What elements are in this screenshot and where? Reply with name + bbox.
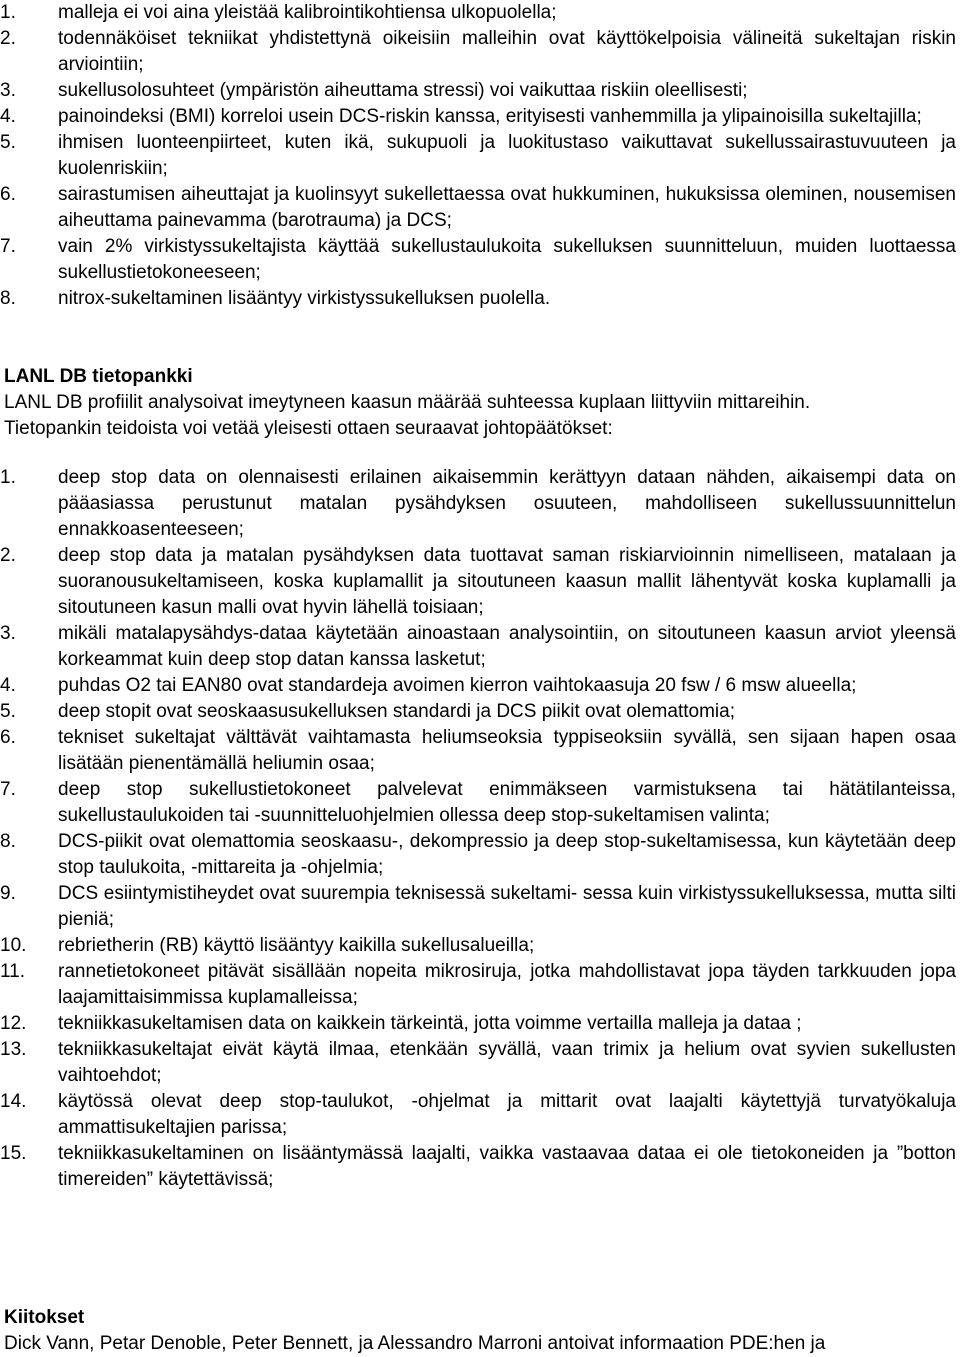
item-number: 1. [0,467,16,488]
list-item [0,1037,958,1089]
item-number: 3. [0,80,16,101]
item-text: malleja ei voi aina yleistää kalibrointikohtiensa ulkopuolella; [58,2,557,23]
list-item [0,182,958,234]
item-number: 8. [0,288,16,309]
item-number: 5. [0,132,16,153]
item-text: käytössä olevat deep stop-taulukot, -ohjelmat ja mittarit ovat laajalti käytettyjä turvatyökaluja ammattisukeltajien parissa; [58,1091,956,1138]
item-text: deep stop sukellustietokoneet palvelevat enimmäkseen varmistuksena tai hätätilanteissa, sukellustaulukoiden tai -suunnitteluohjelmien ollessa deep stop-sukeltamisen valinta; [58,779,956,826]
item-text: tekniikkasukeltajat eivät käytä ilmaa, etenkään syvällä, vaan trimix ja helium ovat syvien sukellusten vaihtoehdot; [58,1039,956,1086]
list-item [0,26,958,78]
list-item [0,829,958,881]
item-number: 1. [0,2,16,23]
item-text: vain 2% virkistyssukeltajista käyttää sukellustaulukoita sukelluksen suunnitteluun, muiden luottaessa sukellustietokoneeseen; [58,236,956,283]
item-text: sukellusolosuhteet (ympäristön aiheuttama stressi) voi vaikuttaa riskiin oleellisesti; [58,80,748,101]
item-number: 6. [0,727,16,748]
item-text: nitrox-sukeltaminen lisääntyy virkistyssukelluksen puolella. [58,288,551,309]
list-item [0,1089,958,1141]
item-text: DCS-piikit ovat olemattomia seoskaasu-, dekompressio ja deep stop-sukeltamisessa, kun käytetään deep stop taulukoita, -mittareita ja -ohjelmia; [58,831,956,878]
item-text: ihmisen luonteenpiirteet, kuten ikä, sukupuoli ja luokitustaso vaikuttavat sukellussairastuvuuteen ja kuolenriskiin; [58,132,956,179]
item-text: DCS esiintymistiheydet ovat suurempia teknisessä sukeltami- sessa kuin virkistyssukelluksessa, mutta silti pieniä; [58,883,956,930]
item-text: sairastumisen aiheuttajat ja kuolinsyyt sukellettaessa ovat hukkuminen, hukuksissa oleminen, nousemisen aiheuttama painevamma (barotrauma) ja DCS; [58,184,956,231]
item-number: 7. [0,779,16,800]
item-number: 11. [0,961,26,982]
item-text: todennäköiset tekniikat yhdistettynä oikeisiin malleihin ovat käyttökelpoisia välineitä sukeltajan riskin arviointiin; [58,28,956,75]
list-item [0,104,958,130]
list-item [0,777,958,829]
item-text: rannetietokoneet pitävät sisällään nopeita mikrosiruja, jotka mahdollistavat jopa täyden tarkkuuden jopa laajamittaisimmissa kuplamalleissa; [58,961,956,1008]
item-number: 7. [0,236,16,257]
thanks-text: Dick Vann, Petar Denoble, Peter Bennett, ja Alessandro Marroni antoivat informaation PDE:hen ja [4,1333,826,1354]
lanl-conclusions-list [0,465,958,1193]
list-item [0,286,958,312]
item-number: 10. [0,935,27,956]
item-number: 4. [0,106,16,127]
list-item [0,465,958,543]
item-text: tekniikkasukeltamisen data on kaikkein tärkeintä, jotta voimme vertailla malleja ja dataa ; [58,1013,802,1034]
item-number: 2. [0,28,16,49]
list-item [0,543,958,621]
intro-line: LANL DB profiilit analysoivat imeytyneen kaasun määrää suhteessa kuplaan liittyviin mittareihin. [4,392,811,413]
conclusions-list [0,0,958,312]
section-heading-lanl: LANL DB tietopankki [4,366,193,387]
list-item [0,621,958,673]
item-number: 8. [0,831,16,852]
item-text: rebrietherin (RB) käyttö lisääntyy kaikilla sukellusalueilla; [58,935,535,956]
list-item [0,673,958,699]
item-text: tekniikkasukeltaminen on lisääntymässä laajalti, vaikka vastaavaa dataa ei ole tietokoneiden ja ”botton timereiden” käytettävissä; [58,1143,956,1190]
item-number: 13. [0,1039,27,1060]
list-item [0,234,958,286]
section-intro-lanl [4,390,958,442]
list-item [0,725,958,777]
item-number: 5. [0,701,16,722]
item-number: 2. [0,545,16,566]
item-text: painoindeksi (BMI) korreloi usein DCS-riskin kanssa, erityisesti vanhemmilla ja ylipainoisilla sukeltajilla; [58,106,922,127]
list-item [0,881,958,933]
item-text: mikäli matalapysähdys-dataa käytetään ainoastaan analysointiin, on sitoutuneen kaasun arviot yleensä korkeammat kuin deep stop datan kanssa lasketut; [58,623,956,670]
item-number: 12. [0,1013,27,1034]
item-text: puhdas O2 tai EAN80 ovat standardeja avoimen kierron vaihtokaasuja 20 fsw / 6 msw alueella; [58,675,857,696]
intro-line: Tietopankin teidoista voi vetää yleisesti ottaen seuraavat johtopäätökset: [4,418,613,439]
item-number: 4. [0,675,16,696]
list-item [0,130,958,182]
item-number: 3. [0,623,16,644]
item-text: deep stop data on olennaisesti erilainen aikaisemmin kerättyyn dataan nähden, aikaisempi data on pääasiassa perustunut matalan pysähdyksen osuuteen, mahdolliseen sukellussuunnittelun ennakkoasenteeseen; [58,467,956,540]
list-item [0,78,958,104]
list-item [0,959,958,1011]
list-item [0,1141,958,1193]
item-number: 15. [0,1143,27,1164]
item-text: deep stopit ovat seoskaasusukelluksen standardi ja DCS piikit ovat olemattomia; [58,701,735,722]
list-item [0,699,958,725]
item-text: tekniset sukeltajat välttävät vaihtamasta heliumseoksia typpiseoksiin syvällä, sen sijaan hapen osaa lisätään pienentämällä heliumin osaa; [58,727,956,774]
section-heading-thanks: Kiitokset [4,1307,85,1328]
item-number: 9. [0,883,16,904]
list-item [0,1011,958,1037]
item-number: 6. [0,184,16,205]
item-text: deep stop data ja matalan pysähdyksen data tuottavat saman riskiarvioinnin nimelliseen, matalaan ja suoranousukeltamiseen, koska kuplamallit ja sitoutuneen kaasun mallit lähentyvät koska kuplamalli ja sitoutuneen kasun malli ovat hyvin lähellä toisiaan; [58,545,956,618]
item-number: 14. [0,1091,27,1112]
list-item [0,0,958,26]
list-item [0,933,958,959]
